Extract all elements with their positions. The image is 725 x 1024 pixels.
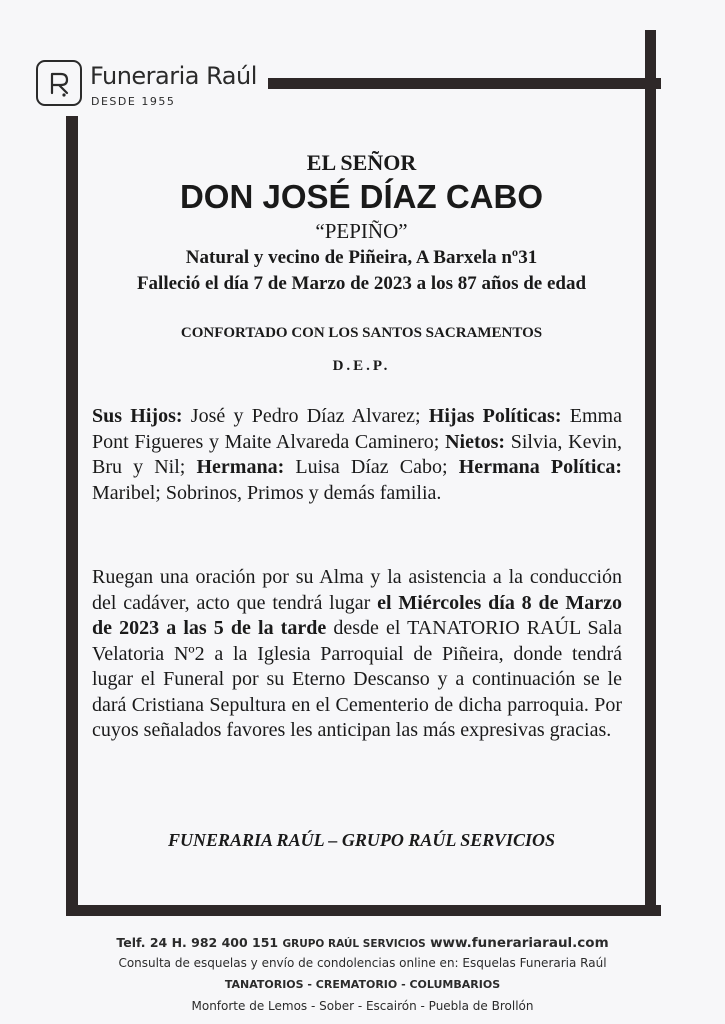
family-paragraph [92, 404, 622, 506]
hijos-label: Sus Hijos: [92, 405, 183, 427]
notice-title: EL SEÑOR [306, 150, 417, 175]
deceased-name: DON JOSÉ DÍAZ CABO [179, 178, 544, 215]
locations-line: Monforte de Lemos - Sober - Escairón - Puebla de Brollón [191, 999, 534, 1013]
frame-left-bar [66, 116, 78, 916]
ceremony-when: el Miércoles día 8 de Marzo de 2023 a las 5 de la tarde [92, 591, 622, 639]
website-link[interactable]: www.funerariaraul.com [430, 935, 609, 951]
sacraments-line: CONFORTADO CON LOS SANTOS SACRAMENTOS [180, 325, 543, 341]
ceremony-paragraph [92, 565, 622, 744]
hijas-politicas-label: Hijas Políticas: [428, 405, 562, 427]
hermana-label: Hermana: [196, 456, 285, 478]
group-name: GRUPO RAÚL SERVICIOS [282, 938, 426, 950]
nietos-names: Silvia, Kevin, Bru y Nil; [92, 430, 623, 478]
hijos-names: José y Pedro Díaz Alvarez; [182, 405, 429, 427]
deceased-nickname: “PEPIÑO” [315, 219, 408, 243]
death-line: Falleció el día 7 de Marzo de 2023 a los 87 años de edad [136, 273, 587, 294]
hermana-name: Luisa Díaz Cabo; [284, 456, 459, 478]
contact-line [0, 935, 725, 951]
phone-number: Telf. 24 H. 982 400 151 [116, 935, 279, 950]
ceremony-text-2: desde el TANATORIO RAÚL Sala Velatoria Nº2 a la Iglesia Parroquial de Piñeira, donde tendrá lugar el Funeral por su Eterno Descanso y a continuación se le dará Cristiana Sepultura en el Cementerio de dicha parroquia. Por cuyos señalados favores les anticipan las más expresivas gracias. [92, 617, 622, 741]
services-line: TANATORIOS - CREMATORIO - COLUMBARIOS [224, 978, 501, 991]
frame-top-bar [268, 78, 661, 89]
online-condolences-line: Consulta de esquelas y envío de condolencias online en: Esquelas Funeraria Raúl [118, 956, 607, 970]
logo-since: DESDE 1955 [91, 95, 176, 108]
nietos-label: Nietos: [445, 430, 506, 453]
notice-signature: FUNERARIA RAÚL – GRUPO RAÚL SERVICIOS [168, 830, 555, 850]
funeral-home-logo-icon [36, 60, 82, 106]
frame-bottom-bar [70, 905, 661, 916]
hijas-politicas-names: Emma Pont Figueres y Maite Alvareda Caminero; [92, 405, 622, 453]
hermana-politica-label: Hermana Política: [458, 456, 622, 478]
frame-right-bar [645, 30, 656, 912]
ceremony-text-1: Ruegan una oración por su Alma y la asistencia a la conducción del cadáver, acto que tendrá lugar [92, 566, 622, 614]
residence-line: Natural y vecino de Piñeira, A Barxela nº31 [185, 247, 538, 268]
hermana-politica-name: Maribel; Sobrinos, Primos y demás familia. [92, 481, 442, 504]
logo-name: Funeraria Raúl [90, 62, 257, 90]
dep-line: D.E.P. [332, 358, 391, 374]
